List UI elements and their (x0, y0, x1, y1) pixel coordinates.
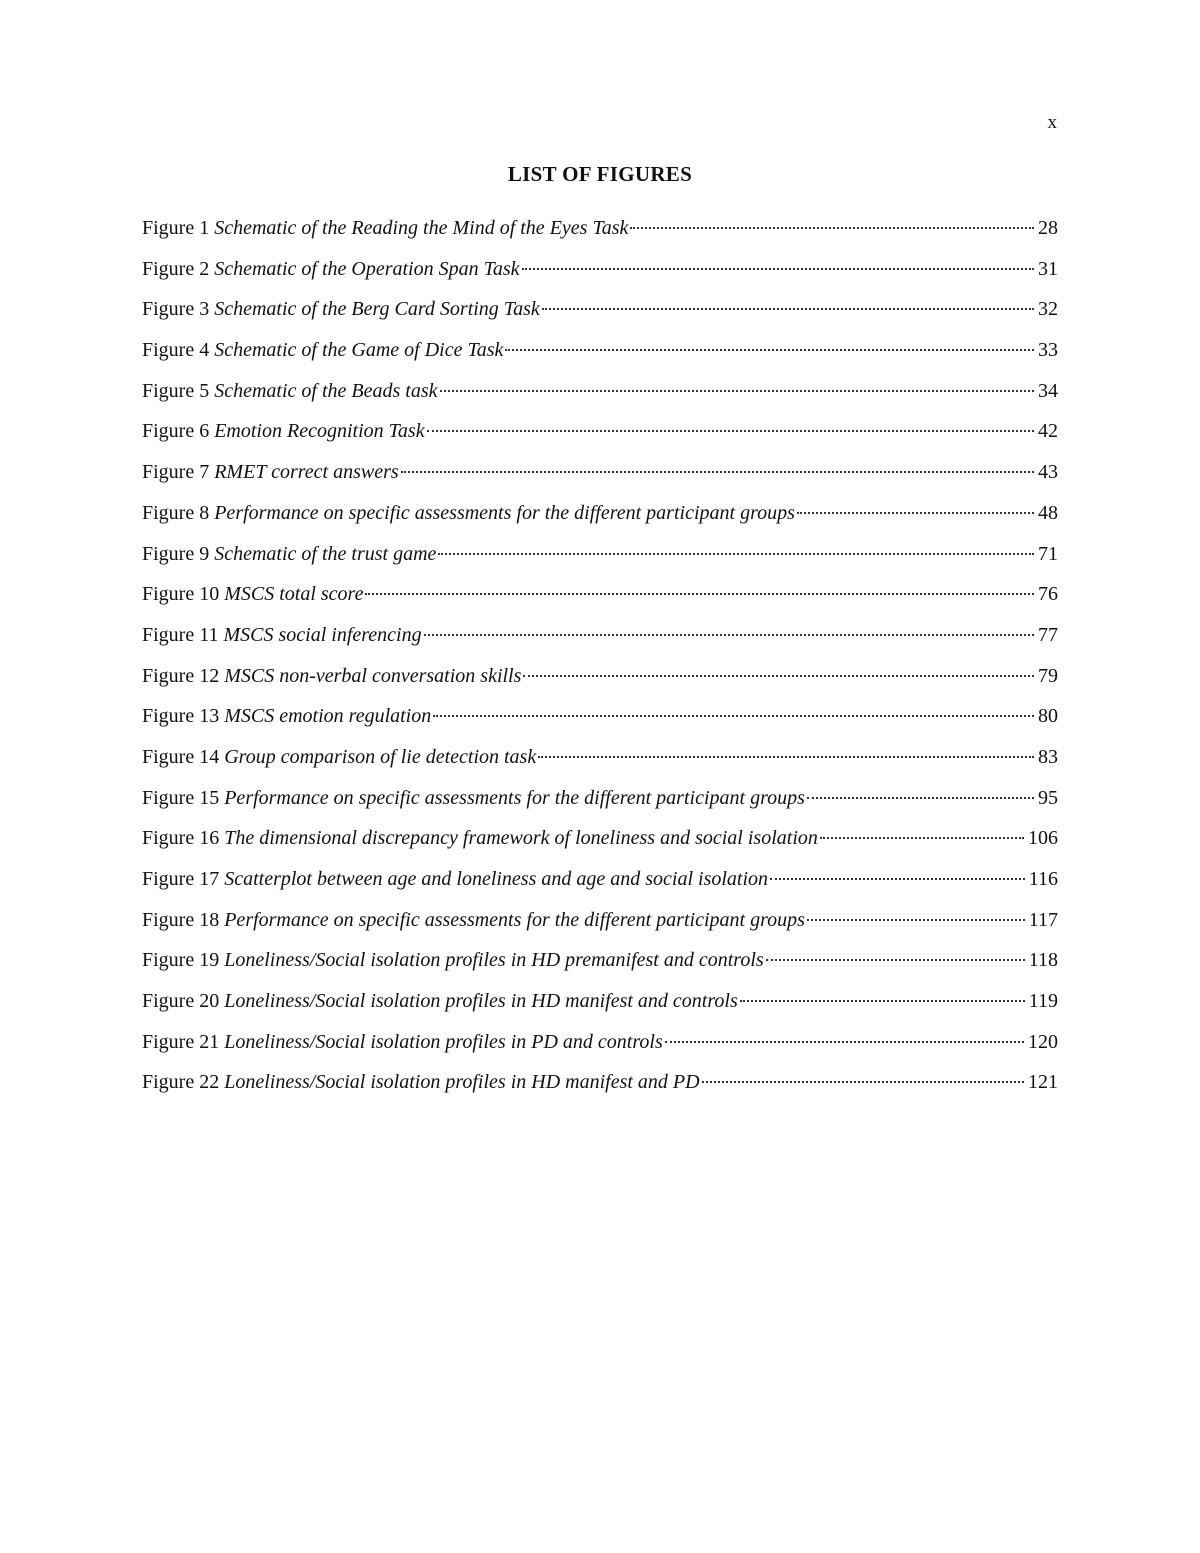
page-number: x (1047, 112, 1057, 133)
list-of-figures (142, 214, 1058, 1109)
figure-label: Figure 4 (142, 339, 210, 362)
figure-title: Schematic of the Berg Card Sorting Task (214, 298, 540, 321)
figure-page-number: 33 (1038, 339, 1058, 362)
figure-page-number: 43 (1038, 461, 1058, 484)
list-item[interactable] (142, 377, 1058, 418)
figure-title: MSCS non-verbal conversation skills (224, 664, 522, 687)
list-item[interactable] (142, 580, 1058, 621)
dot-leader (807, 917, 1025, 921)
list-item[interactable] (142, 743, 1058, 784)
list-item[interactable] (142, 702, 1058, 743)
list-item[interactable] (142, 336, 1058, 377)
list-item[interactable] (142, 906, 1058, 947)
figure-title: Performance on specific assessments for the different participant groups (224, 908, 805, 931)
figure-page-number: 71 (1038, 542, 1058, 565)
figure-label: Figure 6 (142, 420, 210, 443)
figure-page-number: 121 (1028, 1071, 1058, 1094)
dot-leader (401, 469, 1034, 473)
list-item[interactable] (142, 499, 1058, 540)
dot-leader (542, 306, 1034, 310)
figure-title: Loneliness/Social isolation profiles in HD premanifest and controls (224, 949, 764, 972)
page-title: LIST OF FIGURES (507, 162, 693, 186)
dot-leader (797, 510, 1034, 514)
figure-page-number: 118 (1028, 949, 1058, 972)
list-item[interactable] (142, 621, 1058, 662)
dot-leader (438, 551, 1034, 555)
figure-title: Schematic of the Operation Span Task (214, 257, 520, 280)
dot-leader (807, 795, 1034, 799)
figure-title: Schematic of the trust game (214, 542, 437, 565)
figure-label: Figure 15 (142, 786, 220, 809)
figure-title: Schematic of the Reading the Mind of the Eyes Task (214, 217, 629, 239)
dot-leader (820, 835, 1024, 839)
figure-title: Group comparison of lie detection task (224, 745, 537, 768)
figure-page-number: 76 (1038, 583, 1058, 606)
list-item[interactable] (142, 865, 1058, 906)
figure-page-number: 119 (1028, 990, 1058, 1013)
figure-label: Figure 16 (142, 827, 220, 850)
figure-title: MSCS social inferencing (223, 623, 422, 646)
figure-label: Figure 12 (142, 664, 220, 687)
figure-title: Performance on specific assessments for the different participant groups (224, 786, 805, 809)
figure-label: Figure 5 (142, 379, 210, 402)
figure-page-number: 117 (1028, 908, 1058, 931)
dot-leader (665, 1039, 1024, 1043)
figure-page-number: 31 (1038, 257, 1058, 280)
list-item[interactable] (142, 417, 1058, 458)
figure-title: Loneliness/Social isolation profiles in PD and controls (224, 1030, 663, 1053)
figure-page-number: 120 (1028, 1030, 1058, 1053)
figure-page-number: 48 (1038, 501, 1058, 524)
dot-leader (365, 591, 1034, 595)
figure-title: Performance on specific assessments for the different participant groups (214, 501, 795, 524)
dot-leader (424, 632, 1034, 636)
figure-label: Figure 2 (142, 257, 210, 280)
list-item[interactable] (142, 458, 1058, 499)
figure-page-number: 116 (1028, 868, 1058, 890)
figure-label: Figure 9 (142, 542, 210, 565)
dot-leader (523, 673, 1034, 677)
figure-label: Figure 10 (142, 583, 220, 606)
figure-page-number: 77 (1038, 623, 1058, 646)
figure-page-number: 42 (1038, 420, 1058, 443)
dot-leader (766, 957, 1025, 961)
list-item[interactable] (142, 987, 1058, 1028)
dot-leader (630, 225, 1034, 229)
figure-page-number: 83 (1038, 745, 1058, 768)
figure-label: Figure 21 (142, 1030, 220, 1053)
list-item[interactable] (142, 662, 1058, 703)
dot-leader (740, 998, 1025, 1002)
figure-label: Figure 8 (142, 501, 210, 524)
figure-title: MSCS emotion regulation (224, 705, 432, 728)
dot-leader (440, 388, 1035, 392)
figure-label: Figure 22 (142, 1071, 220, 1094)
dot-leader (538, 754, 1034, 758)
list-item[interactable] (142, 946, 1058, 987)
list-item[interactable] (142, 824, 1058, 865)
dot-leader (702, 1079, 1024, 1083)
figure-page-number: 95 (1038, 786, 1058, 809)
list-item[interactable] (142, 214, 1058, 255)
list-item[interactable] (142, 255, 1058, 296)
figure-page-number: 32 (1038, 298, 1058, 321)
figure-title: Loneliness/Social isolation profiles in HD manifest and PD (224, 1071, 700, 1094)
figure-label: Figure 14 (142, 745, 220, 768)
figure-title: RMET correct answers (214, 461, 399, 484)
figure-label: Figure 17 (142, 868, 220, 890)
figure-page-number: 106 (1028, 827, 1058, 850)
figure-title: Schematic of the Beads task (214, 379, 438, 402)
dot-leader (505, 347, 1034, 351)
list-item[interactable] (142, 1028, 1058, 1069)
figure-label: Figure 11 (142, 623, 219, 646)
figure-page-number: 28 (1038, 217, 1058, 239)
figure-page-number: 34 (1038, 379, 1058, 402)
list-item[interactable] (142, 295, 1058, 336)
figure-page-number: 79 (1038, 664, 1058, 687)
dot-leader (433, 713, 1034, 717)
figure-label: Figure 18 (142, 908, 220, 931)
figure-label: Figure 19 (142, 949, 220, 972)
figure-label: Figure 20 (142, 990, 220, 1013)
figure-title: Loneliness/Social isolation profiles in HD manifest and controls (224, 990, 738, 1013)
figure-page-number: 80 (1038, 705, 1058, 728)
figure-label: Figure 13 (142, 705, 220, 728)
figure-title: Schematic of the Game of Dice Task (214, 339, 504, 362)
figure-label: Figure 1 (142, 217, 210, 239)
dot-leader (427, 428, 1034, 432)
figure-title: Emotion Recognition Task (214, 420, 425, 443)
list-item[interactable] (142, 1068, 1058, 1109)
dot-leader (522, 266, 1034, 270)
list-item[interactable] (142, 540, 1058, 581)
figure-title: The dimensional discrepancy framework of loneliness and social isolation (224, 827, 818, 850)
list-item[interactable] (142, 784, 1058, 825)
figure-label: Figure 7 (142, 461, 210, 484)
figure-label: Figure 3 (142, 298, 210, 321)
dot-leader (770, 876, 1025, 880)
figure-title: MSCS total score (224, 583, 364, 606)
figure-title: Scatterplot between age and loneliness and age and social isolation (224, 868, 769, 890)
